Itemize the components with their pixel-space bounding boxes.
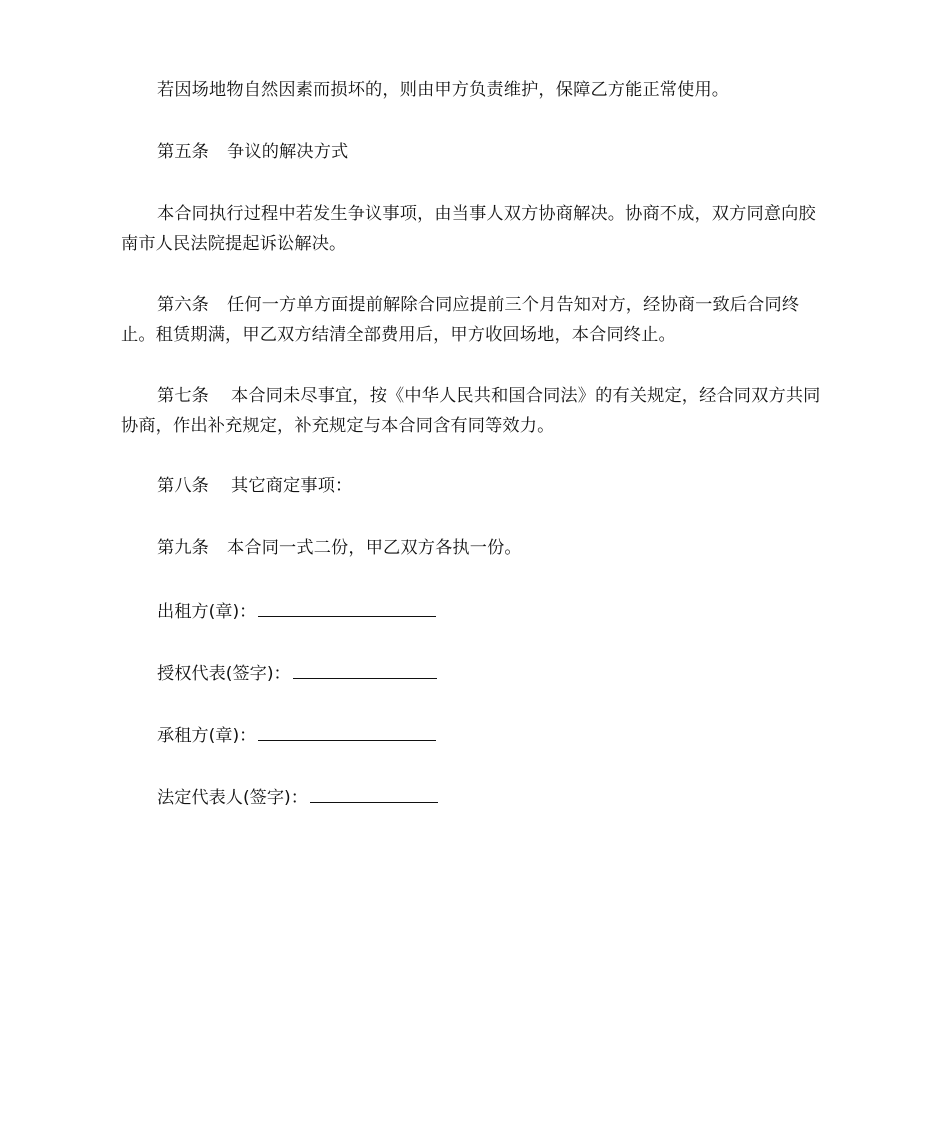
signature-label: 承租方(章)：: [157, 726, 257, 746]
signature-blank-line: [310, 782, 438, 803]
article-7: [121, 382, 831, 441]
paragraph-text: 本合同执行过程中若发生争议事项，由当事人双方协商解决。协商不成，双方同意向胶南市人民法院提起诉讼解决。: [121, 204, 816, 254]
article-text: 任何一方单方面提前解除合同应提前三个月告知对方，经协商一致后合同终止。租赁期满，甲乙双方结清全部费用后，甲方收回场地，本合同终止。: [121, 295, 800, 345]
article-number: 第五条: [157, 142, 210, 162]
paragraph-text: 若因场地物自然因素而损坏的，则由甲方负责维护，保障乙方能正常使用。: [157, 80, 730, 100]
signature-lessor: [157, 596, 436, 628]
article-number: 第六条: [157, 295, 210, 315]
signature-label: 法定代表人(签字)：: [157, 788, 308, 808]
article-number: 第八条: [157, 476, 210, 496]
signature-blank-line: [293, 658, 437, 679]
signature-label: 授权代表(签字)：: [157, 664, 291, 684]
article-5-heading: [121, 138, 831, 168]
signature-legal-rep: [157, 782, 438, 814]
signature-lessee: [157, 720, 436, 752]
article-text: 本合同一式二份，甲乙双方各执一份。: [227, 538, 522, 558]
paragraph-dispute-resolution: [121, 200, 831, 259]
article-9: [121, 534, 831, 564]
article-title: 争议的解决方式: [227, 142, 349, 162]
article-8: [121, 472, 831, 502]
article-text: 本合同未尽事宜，按《中华人民共和国合同法》的有关规定，经合同双方共同协商，作出补充规定，补充规定与本合同含有同等效力。: [121, 386, 821, 436]
article-6: [121, 291, 831, 350]
signature-blank-line: [258, 720, 436, 741]
signature-label: 出租方(章)：: [157, 602, 257, 622]
signature-authorized-rep: [157, 658, 437, 690]
article-number: 第九条: [157, 538, 210, 558]
article-text: 其它商定事项：: [231, 476, 353, 496]
signature-blank-line: [258, 596, 436, 617]
paragraph-maintenance: [121, 76, 831, 106]
article-number: 第七条: [157, 386, 210, 406]
